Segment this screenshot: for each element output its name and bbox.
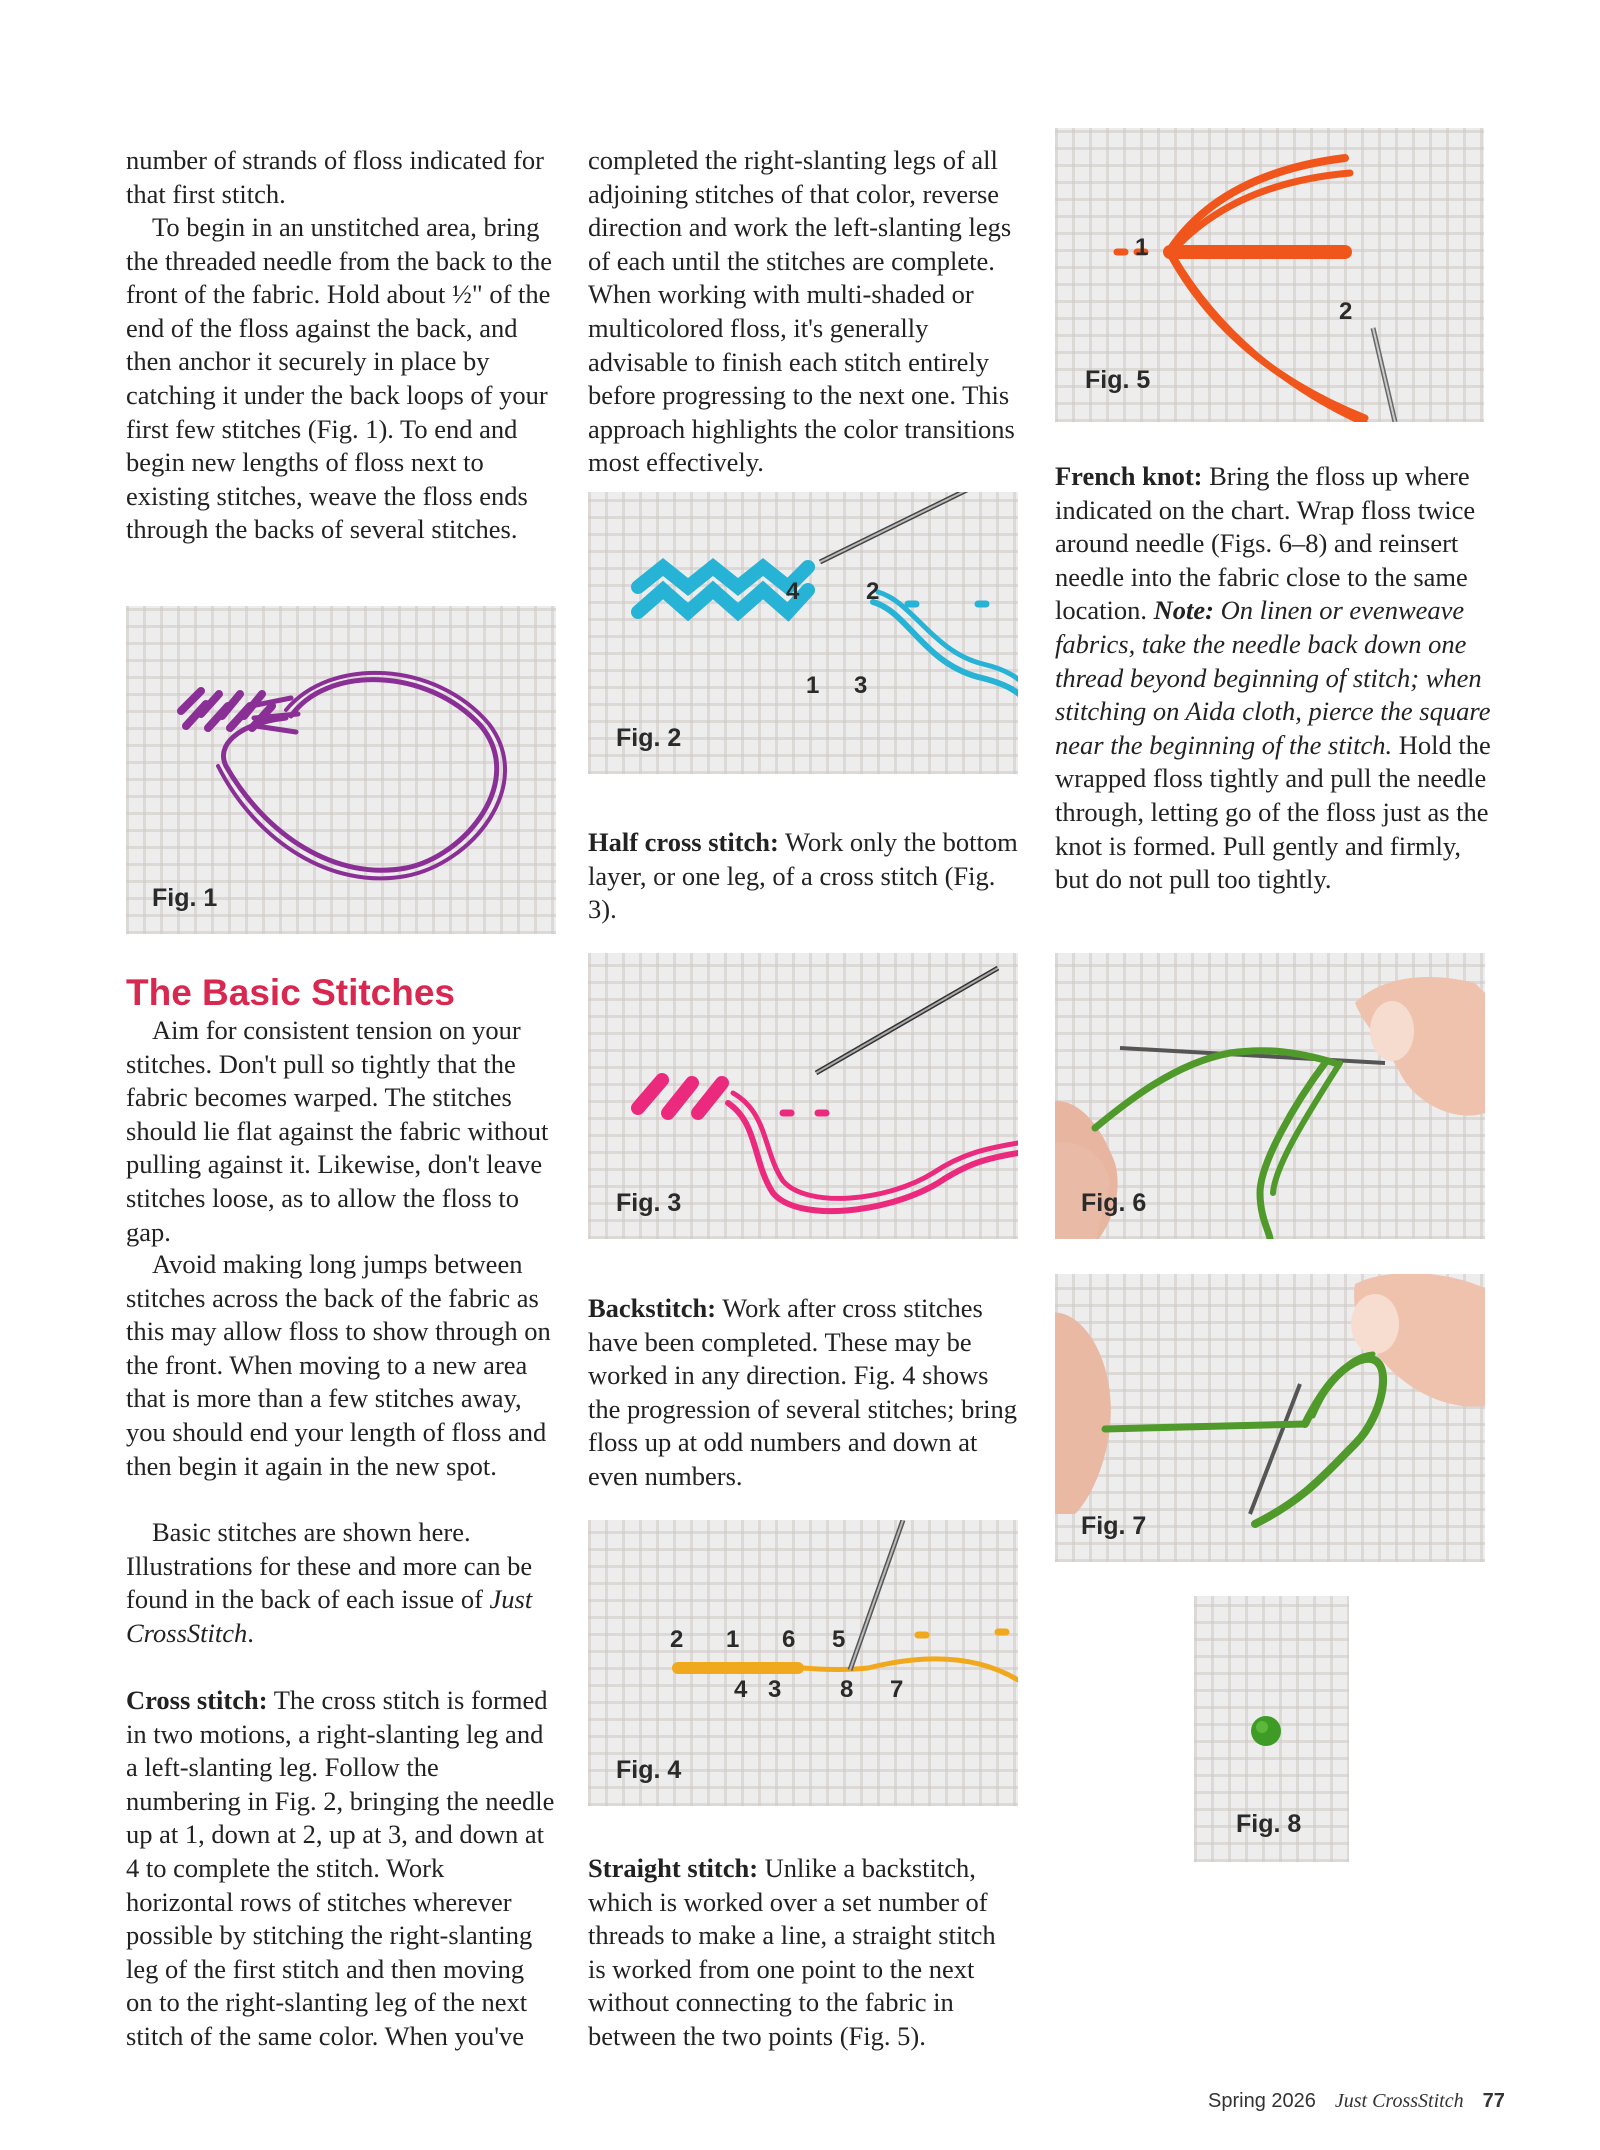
fig2-number-4: 4 [786, 578, 800, 605]
fig4-number-2: 2 [670, 1626, 684, 1653]
fig2-number-2: 2 [866, 578, 880, 605]
fig4-number-8: 8 [840, 1676, 854, 1703]
fig2-number-3: 3 [854, 672, 868, 699]
fig4-number-4: 4 [734, 1676, 748, 1703]
col1-paragraph-basic: Basic stitches are shown here. Illustrations for these and more can be found in the back of each issue of Just CrossStitch. [126, 1517, 533, 1648]
half-cross-paragraph: Half cross stitch: Work only the bottom layer, or one leg, of a cross stitch (Fig. 3). [588, 827, 1018, 925]
fig5-number-1: 1 [1135, 234, 1149, 261]
fig3-label: Fig. 3 [616, 1189, 682, 1217]
col1-paragraph-begin: To begin in an unstitched area, bring the threaded needle from the back to the front of the fabric. Hold about ½" of the end of the floss against the back, and then anchor it securely in place by catching it under the back loops of your first few stitches (Fig. 1). To end and begin new lengths of floss next to existing stitches, weave the floss ends through the backs of several stitches. [126, 212, 553, 545]
figure-7 [1055, 1274, 1485, 1562]
half-cross-heading: Half cross stitch: [588, 827, 779, 857]
backstitch-heading: Backstitch: [588, 1293, 717, 1323]
french-knot-paragraph: French knot: Bring the floss up where indicated on the chart. Wrap floss twice around needle (Figs. 6–8) and reinsert needle into the fabric close to the same location. Note: On linen or evenweave fabrics, take the needle back down one thread beyond beginning of stitch; when stitching on Aida cloth, pierce the square near the beginning of the stitch. Hold the wrapped floss tightly and pull the needle through, letting go of the floss just as the knot is formed. Pull gently and firmly, but do not pull too tightly. [1055, 461, 1491, 895]
straight-stitch-heading: Straight stitch: [588, 1853, 759, 1883]
figure-5 [1055, 128, 1484, 422]
fig8-label: Fig. 8 [1236, 1810, 1302, 1838]
col2-paragraph-continued: completed the right-slanting legs of all adjoining stitches of that color, reverse direction and work the left-slanting legs of each until the stitches are complete. When working with multi-shaded or multicolored floss, it's generally advisable to finish each stitch entirely before progressing to the next one. This approach highlights the color transitions most effectively. [588, 145, 1015, 478]
fig5-number-2: 2 [1339, 298, 1353, 325]
cross-stitch-paragraph: Cross stitch: The cross stitch is formed in two motions, a right-slanting leg and a left-slanting leg. Follow the numbering in Fig. 2, bringing the needle up at 1, down at 2, up at 3, and down at 4 to complete the stitch. Work horizontal rows of stitches wherever possible by stitching the right-slanting leg of the first stitch and then moving on to the right-slanting leg of the next stitch of the same color. When you've [126, 1685, 555, 2051]
figure-3 [588, 953, 1018, 1239]
fig4-label: Fig. 4 [616, 1756, 682, 1784]
figure-8 [1194, 1596, 1349, 1862]
note-text: On linen or evenweave fabrics, take the needle back down one thread beyond beginning of stitch; when stitching on Aida cloth, pierce the square near the beginning of the stitch. [1055, 595, 1491, 760]
fig4-number-7: 7 [890, 1676, 904, 1703]
fig5-label: Fig. 5 [1085, 366, 1151, 394]
fig4-number-1: 1 [726, 1626, 740, 1653]
fig1-label: Fig. 1 [152, 884, 218, 912]
page-footer [1208, 2090, 1505, 2113]
col1-paragraph-intro-end: number of strands of floss indicated for that first stitch. [126, 145, 545, 209]
figure-1 [126, 606, 556, 934]
figure-2 [588, 492, 1018, 774]
col1-paragraph-tension: Aim for consistent tension on your stitches. Don't pull so tightly that the fabric becomes warped. The stitches should lie flat against the fabric without pulling against it. Likewise, don't leave stitches loose, as to allow the floss to gap. [126, 1015, 549, 1247]
fig4-number-5: 5 [832, 1626, 846, 1653]
note-label: Note: [1153, 595, 1214, 626]
figure-4 [588, 1520, 1018, 1806]
footer-season: Spring 2026 [1208, 2090, 1316, 2112]
straight-stitch-paragraph: Straight stitch: Unlike a backstitch, which is worked over a set number of threads to make a line, a straight stitch is worked from one point to the next without connecting to the fabric in between the two points (Fig. 5). [588, 1853, 996, 2051]
section-title: The Basic Stitches [126, 972, 456, 1013]
col1-paragraph-jumps: Avoid making long jumps between stitches across the back of the fabric as this may allow floss to show through on the front. When moving to a new area that is more than a few stitches away, you should end your length of floss and then begin it again in the new spot. [126, 1249, 551, 1481]
cross-stitch-heading: Cross stitch: [126, 1685, 268, 1715]
fig7-label: Fig. 7 [1081, 1512, 1147, 1540]
fig2-label: Fig. 2 [616, 724, 682, 752]
french-knot-heading: French knot: [1055, 461, 1203, 491]
figure-6 [1055, 953, 1485, 1239]
fig6-label: Fig. 6 [1081, 1189, 1147, 1217]
magazine-name: Just CrossStitch [126, 1584, 533, 1648]
backstitch-paragraph: Backstitch: Work after cross stitches have been completed. These may be worked in any direction. Fig. 4 shows the progression of several stitches; bring floss up at odd numbers and down at even numbers. [588, 1293, 1018, 1491]
footer-magazine: Just CrossStitch [1334, 2090, 1464, 2112]
fig4-number-3: 3 [768, 1676, 782, 1703]
fig2-number-1: 1 [806, 672, 820, 699]
fig4-number-6: 6 [782, 1626, 796, 1653]
footer-page-number: 77 [1482, 2090, 1505, 2112]
